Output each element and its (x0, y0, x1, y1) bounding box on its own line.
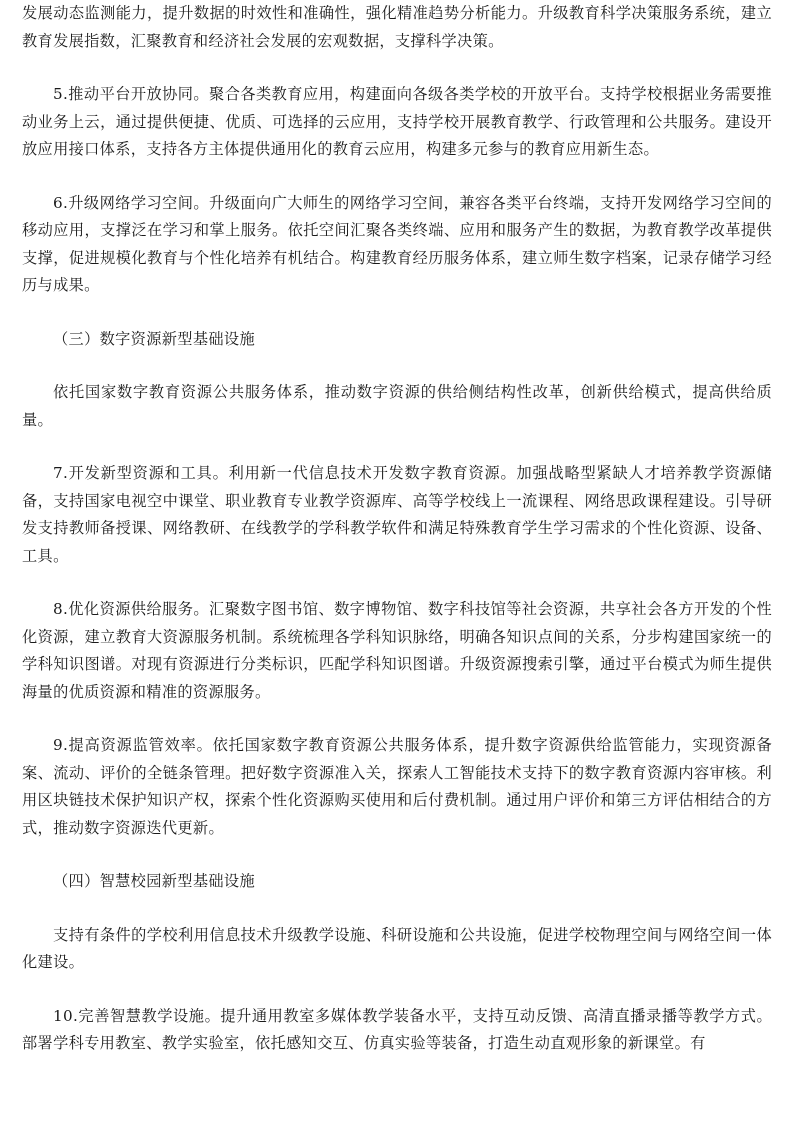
document-page (22, 0, 772, 1058)
section-intro-4: 支持有条件的学校利用信息技术升级教学设施、科研设施和公共设施，促进学校物理空间与网络空间一体化建设。 (22, 925, 772, 971)
paragraph-gap (22, 434, 772, 460)
section-intro-3: 依托国家数字教育资源公共服务体系，推动数字资源的供给侧结构性改革，创新供给模式，提高供给质量。 (22, 383, 772, 429)
section-heading-3: （三）数字资源新型基础设施 (53, 329, 255, 348)
paragraph-item-6: 6.升级网络学习空间。升级面向广大师生的网络学习空间，兼容各类平台终端，支持开发网络学习空间的移动应用，支撑泛在学习和掌上服务。依托空间汇聚各类终端、应用和服务产生的数据，为教育教学改革提供支撑，促进规模化教育与个性化培养有机结合。构建教育经历服务体系，建立师生数字档案，记录存储学习经历与成果。 (22, 193, 772, 294)
paragraph-gap (22, 706, 772, 732)
paragraph-gap (22, 300, 772, 326)
paragraph-continued: 发展动态监测能力，提升数据的时效性和准确性，强化精准趋势分析能力。升级教育科学决策服务系统，建立教育发展指数，汇聚教育和经济社会发展的宏观数据，支撑科学决策。 (22, 4, 772, 50)
paragraph-item-10: 10.完善智慧教学设施。提升通用教室多媒体教学装备水平，支持互动反馈、高清直播录播等教学方式。部署学科专用教室、教学实验室，依托感知交互、仿真实验等装备，打造生动直观形象的新课堂。有 (22, 1006, 772, 1052)
paragraph-gap (22, 353, 772, 379)
section-heading-4: （四）智慧校园新型基础设施 (53, 872, 255, 890)
paragraph-item-5: 5.推动平台开放协同。聚合各类教育应用，构建面向各级各类学校的开放平台。支持学校根据业务需要推动业务上云，通过提供便捷、优质、可选择的云应用，支持学校开展教育教学、行政管理和公共服务。建设开放应用接口体系，支持各方主体提供通用化的教育云应用，构建多元参与的教育应用新生态。 (22, 85, 772, 158)
paragraph-item-8: 8.优化资源供给服务。汇聚数字图书馆、数字博物馆、数字科技馆等社会资源，共享社会各方开发的个性化资源，建立教育大资源服务机制。系统梳理各学科知识脉络，明确各知识点间的关系，分步构建国家统一的学科知识图谱。对现有资源进行分类标识，匹配学科知识图谱。升级资源搜索引擎，通过平台模式为师生提供海量的优质资源和精准的资源服务。 (22, 600, 772, 701)
paragraph-gap (22, 896, 772, 922)
paragraph-gap (22, 55, 772, 81)
paragraph-gap (22, 570, 772, 596)
paragraph-gap (22, 842, 772, 868)
paragraph-item-7: 7.开发新型资源和工具。利用新一代信息技术开发数字教育资源。加强战略型紧缺人才培养教学资源储备，支持国家电视空中课堂、职业教育专业教学资源库、高等学校线上一流课程、网络思政课程建设。引导研发支持教师备授课、网络教研、在线教学的学科教学软件和满足特殊教育学生学习需求的个性化资源、设备、工具。 (22, 464, 772, 565)
paragraph-item-9: 9.提高资源监管效率。依托国家数字教育资源公共服务体系，提升数字资源供给监管能力，实现资源备案、流动、评价的全链条管理。把好数字资源准入关，探索人工智能技术支持下的数字教育资源内容审核。利用区块链技术保护知识产权，探索个性化资源购买使用和后付费机制。通过用户评价和第三方评估相结合的方式，推动数字资源迭代更新。 (22, 736, 772, 837)
paragraph-gap (22, 977, 772, 1003)
paragraph-gap (22, 164, 772, 190)
